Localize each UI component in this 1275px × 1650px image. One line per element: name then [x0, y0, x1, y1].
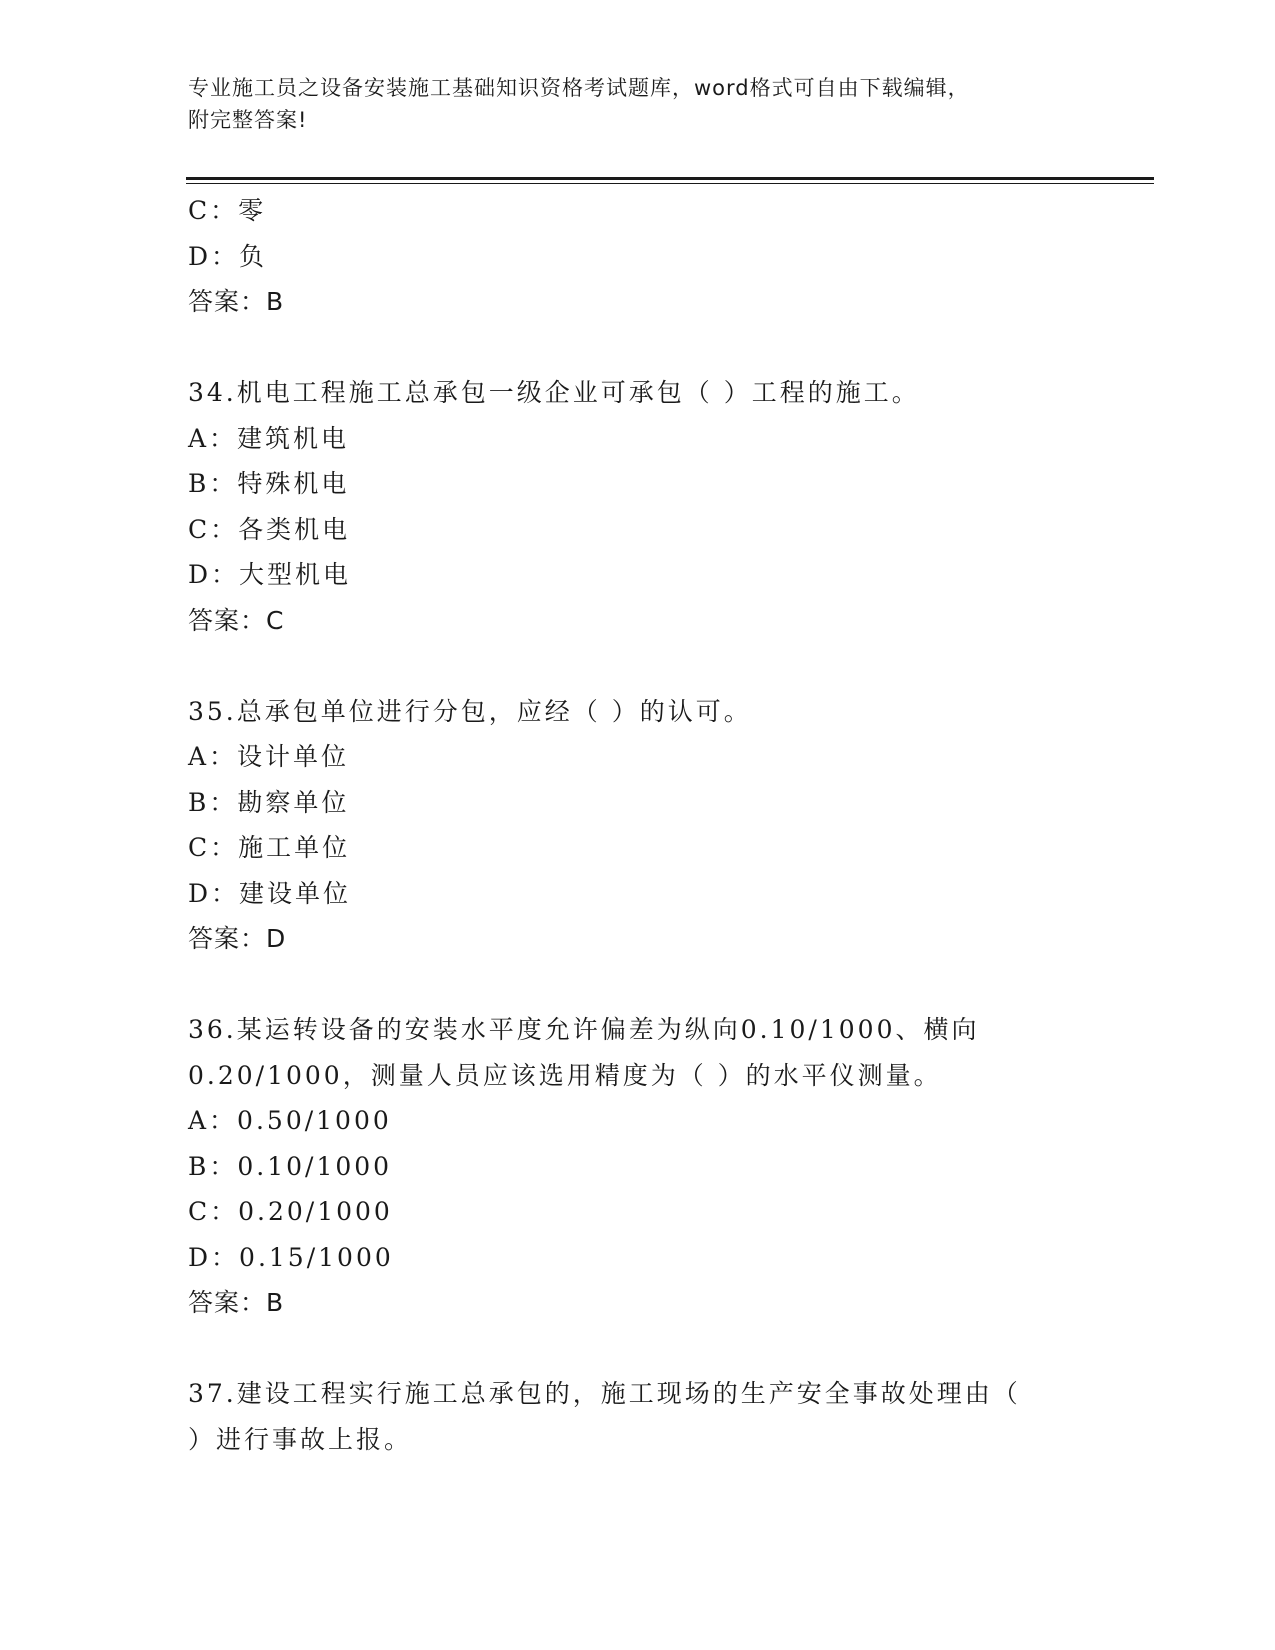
option-c: C：施工单位	[188, 833, 351, 862]
option-d: D：建设单位	[188, 878, 352, 908]
question-35-text: 35.总承包单位进行分包，应经（ ）的认可。	[188, 696, 752, 726]
option-b: B：特殊机电	[188, 469, 350, 498]
spacer	[188, 325, 1088, 371]
answer: 答案：D	[188, 924, 287, 953]
header-divider-thick	[186, 177, 1154, 180]
answer: 答案：B	[188, 1288, 285, 1317]
header-line-1: 专业施工员之设备安装施工基础知识资格考试题库，word格式可自由下载编辑，	[188, 76, 970, 100]
option-c: C：各类机电	[188, 514, 351, 544]
option-b: B：勘察单位	[188, 787, 350, 817]
spacer	[188, 962, 1088, 1008]
question-36-text-line-2: 0.20/1000，测量人员应该选用精度为（ ）的水平仪测量。	[188, 1060, 942, 1090]
spacer	[188, 1326, 1088, 1372]
answer: 答案：B	[188, 287, 285, 316]
option-c: C：0.20/1000	[188, 1197, 393, 1226]
option-d: D：0.15/1000	[188, 1242, 394, 1272]
option-d: D：大型机电	[188, 560, 352, 589]
option-a: A：设计单位	[188, 742, 350, 771]
question-34-text: 34.机电工程施工总承包一级企业可承包（ ）工程的施工。	[188, 378, 920, 407]
question-list	[188, 188, 1088, 1462]
question-37-text-line-1: 37.建设工程实行施工总承包的，施工现场的生产安全事故处理由（	[188, 1379, 1021, 1408]
spacer	[188, 643, 1088, 689]
option-c: C：零	[188, 196, 267, 225]
option-b: B：0.10/1000	[188, 1151, 393, 1181]
option-a: A：0.50/1000	[188, 1106, 392, 1135]
header-line-2: 附完整答案!	[188, 108, 308, 132]
question-37-text-line-2: ）进行事故上报。	[188, 1424, 413, 1454]
answer: 答案：C	[188, 605, 285, 635]
header-divider-thin	[186, 183, 1154, 184]
question-36-text-line-1: 36.某运转设备的安装水平度允许偏差为纵向0.10/1000、横向	[188, 1015, 980, 1044]
document-header	[188, 72, 1068, 136]
option-a: A：建筑机电	[188, 423, 350, 453]
option-d: D：负	[188, 241, 268, 271]
